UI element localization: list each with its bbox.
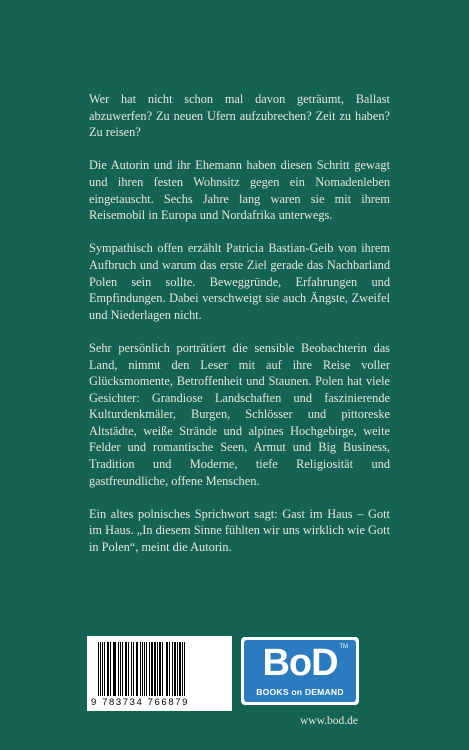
blurb-paragraph-2: Die Autorin und ihr Ehemann haben diesen Schritt gewagt und ihren festen Wohnsitz gegen ein Nomadenleben eingetauscht. Sechs Jahre lang waren sie mit ihrem Reisemobil in Europa und Nordafrika unterwegs.	[89, 158, 390, 223]
publisher-logo	[241, 637, 359, 705]
blurb-paragraph-5: Ein altes polnisches Sprichwort sagt: Gast im Haus – Gott im Haus. „In diesem Sinne fühlten wir uns wirklich wie Gott in Polen“, meint die Autorin.	[89, 506, 390, 555]
isbn-barcode	[87, 636, 232, 711]
publisher-logo-panel	[244, 640, 356, 702]
blurb-paragraph-4: Sehr persönlich porträtiert die sensible Beobachterin das Land, nimmt den Leser mit auf ihre Reise voller Glücksmomente, Betroffenheit und Staunen. Polen hat viele Gesichter: Grandiose Landschaften und faszinierende Kulturdenkmäler, Burgen, Schlösser und pittoreske Altstädte, weiße Strände und alpines Hochgebirge, weite Felder und romantische Seen, Armut und Big Business, Tradition und Moderne, tiefe Religiosität und gastfreundliche, offene Menschen.	[89, 340, 390, 488]
publisher-website: www.bod.de	[300, 715, 359, 727]
trademark-symbol: TM	[339, 644, 348, 650]
back-cover-blurb	[89, 91, 390, 572]
isbn-digits: 9 783734 766879	[91, 697, 189, 708]
blurb-paragraph-1: Wer hat nicht schon mal davon geträumt, Ballast abzuwerfen? Zu neuen Ufern aufzubrechen? Zeit zu haben? Zu reisen?	[89, 92, 390, 140]
blurb-paragraph-3: Sympathisch offen erzählt Patricia Bastian-Geib von ihrem Aufbruch und warum das erste Ziel gerade das Nachbarland Polen sein sollte. Beweggründe, Erfahrungen und Empfindungen. Dabei verschweigt sie auch Ängste, Zweifel und Niederlagen nicht.	[89, 241, 390, 322]
barcode-bars	[96, 642, 223, 696]
publisher-logo-mark: BoD	[262, 642, 338, 684]
publisher-tagline: BOOKS on DEMAND	[256, 687, 344, 697]
